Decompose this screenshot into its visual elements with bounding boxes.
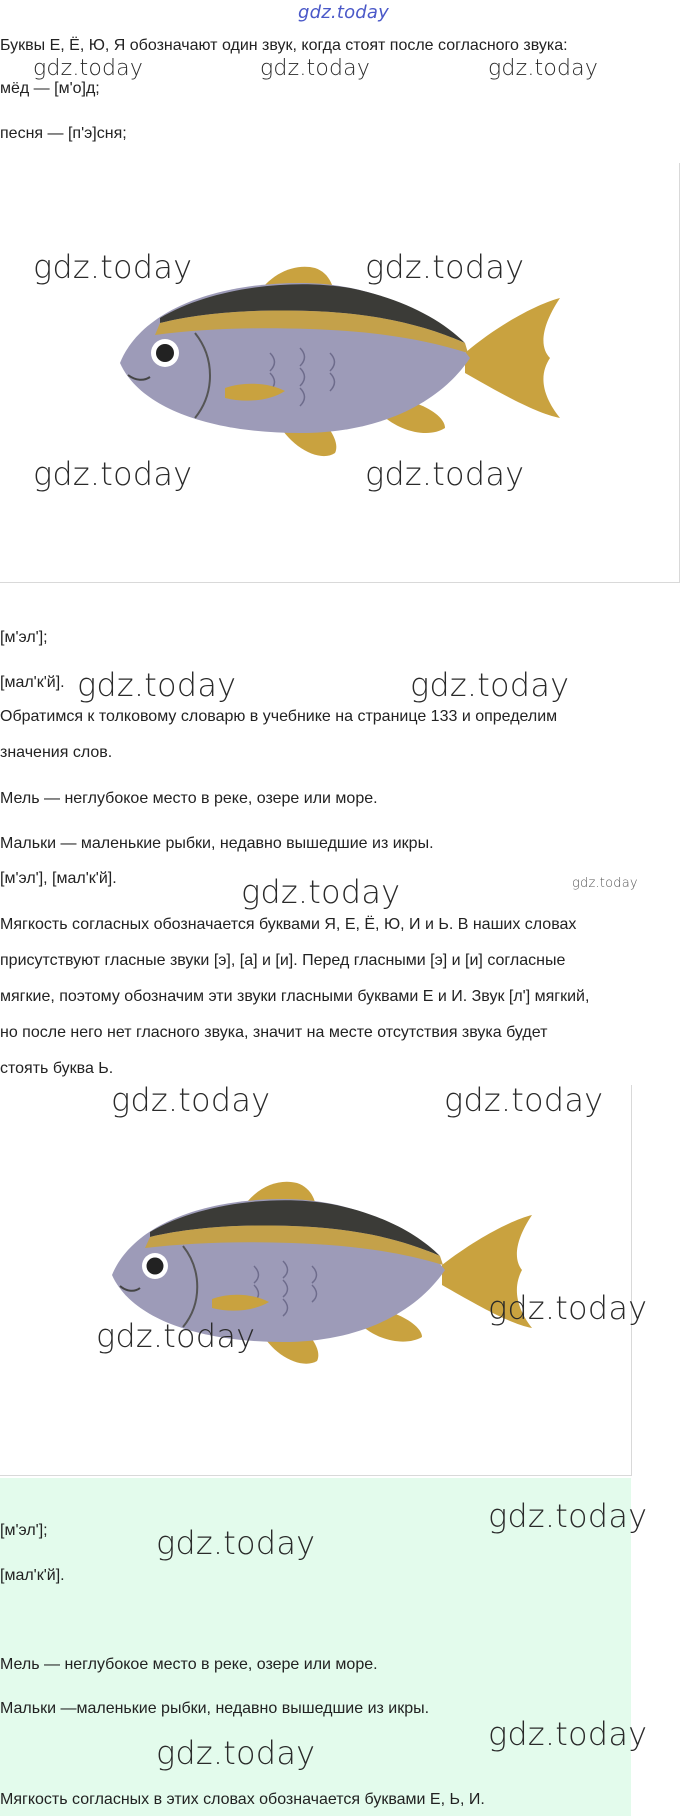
text-line-11: Мягкость согласных обозначается буквами Я, Е, Ё, Ю, И и Ь. В наших словах (0, 916, 577, 933)
text-line-13: мягкие, поэтому обозначим эти звуки гласными буквами Е и И. Звук [л'] мягкий, (0, 988, 590, 1005)
fish-icon (0, 163, 679, 582)
answer-line-5: Мягкость согласных в этих словах обозначается буквами Е, Ь, И. (0, 1791, 485, 1808)
watermark: gdz.today (488, 1289, 648, 1327)
watermark: gdz.today (33, 56, 144, 81)
fish-illustration-1 (0, 163, 680, 583)
watermark: gdz.today (33, 248, 193, 286)
watermark: gdz.today (410, 666, 570, 704)
answer-line-4: Мальки —маленькие рыбки, недавно вышедшие из икры. (0, 1700, 430, 1717)
fish-illustration-2 (0, 1085, 632, 1476)
watermark: gdz.today (77, 666, 237, 704)
watermark: gdz.today (33, 455, 193, 493)
text-line-15: стоять буква Ь. (0, 1060, 114, 1077)
answer-line-2: [мал'к'й]. (0, 1567, 65, 1584)
watermark: gdz.today (488, 1497, 648, 1535)
header-watermark: gdz.today (298, 2, 390, 23)
text-line-1: Буквы Е, Ё, Ю, Я обозначают один звук, когда стоят после согласного звука: (0, 37, 568, 54)
text-line-7: значения слов. (0, 744, 113, 761)
watermark: gdz.today (572, 876, 638, 891)
watermark: gdz.today (488, 1715, 648, 1753)
answer-line-1: [м'эл']; (0, 1522, 48, 1539)
answer-line-3: Мель — неглубокое место в реке, озере или море. (0, 1656, 378, 1673)
text-line-4: [м'эл']; (0, 629, 48, 646)
watermark: gdz.today (260, 56, 371, 81)
text-line-3: песня — [п'э]сня; (0, 125, 127, 142)
watermark: gdz.today (444, 1081, 604, 1119)
watermark: gdz.today (365, 248, 525, 286)
text-line-6: Обратимся к толковому словарю в учебнике на странице 133 и определим (0, 708, 558, 725)
watermark: gdz.today (241, 873, 401, 911)
watermark: gdz.today (156, 1734, 316, 1772)
watermark: gdz.today (488, 56, 599, 81)
text-line-8: Мель — неглубокое место в реке, озере или море. (0, 790, 378, 807)
watermark: gdz.today (96, 1317, 256, 1355)
watermark: gdz.today (111, 1081, 271, 1119)
text-line-12: присутствуют гласные звуки [э], [а] и [и]. Перед гласными [э] и [и] согласные (0, 952, 566, 969)
text-line-9: Мальки — маленькие рыбки, недавно вышедшие из икры. (0, 835, 434, 852)
text-line-10: [м'эл'], [мал'к'й]. (0, 870, 117, 887)
fish-icon (0, 1085, 631, 1475)
watermark: gdz.today (156, 1524, 316, 1562)
text-line-5: [мал'к'й]. (0, 674, 65, 691)
watermark: gdz.today (365, 455, 525, 493)
text-line-14: но после него нет гласного звука, значит на месте отсутствия звука будет (0, 1024, 548, 1041)
text-line-2: мёд — [м'о]д; (0, 80, 100, 97)
